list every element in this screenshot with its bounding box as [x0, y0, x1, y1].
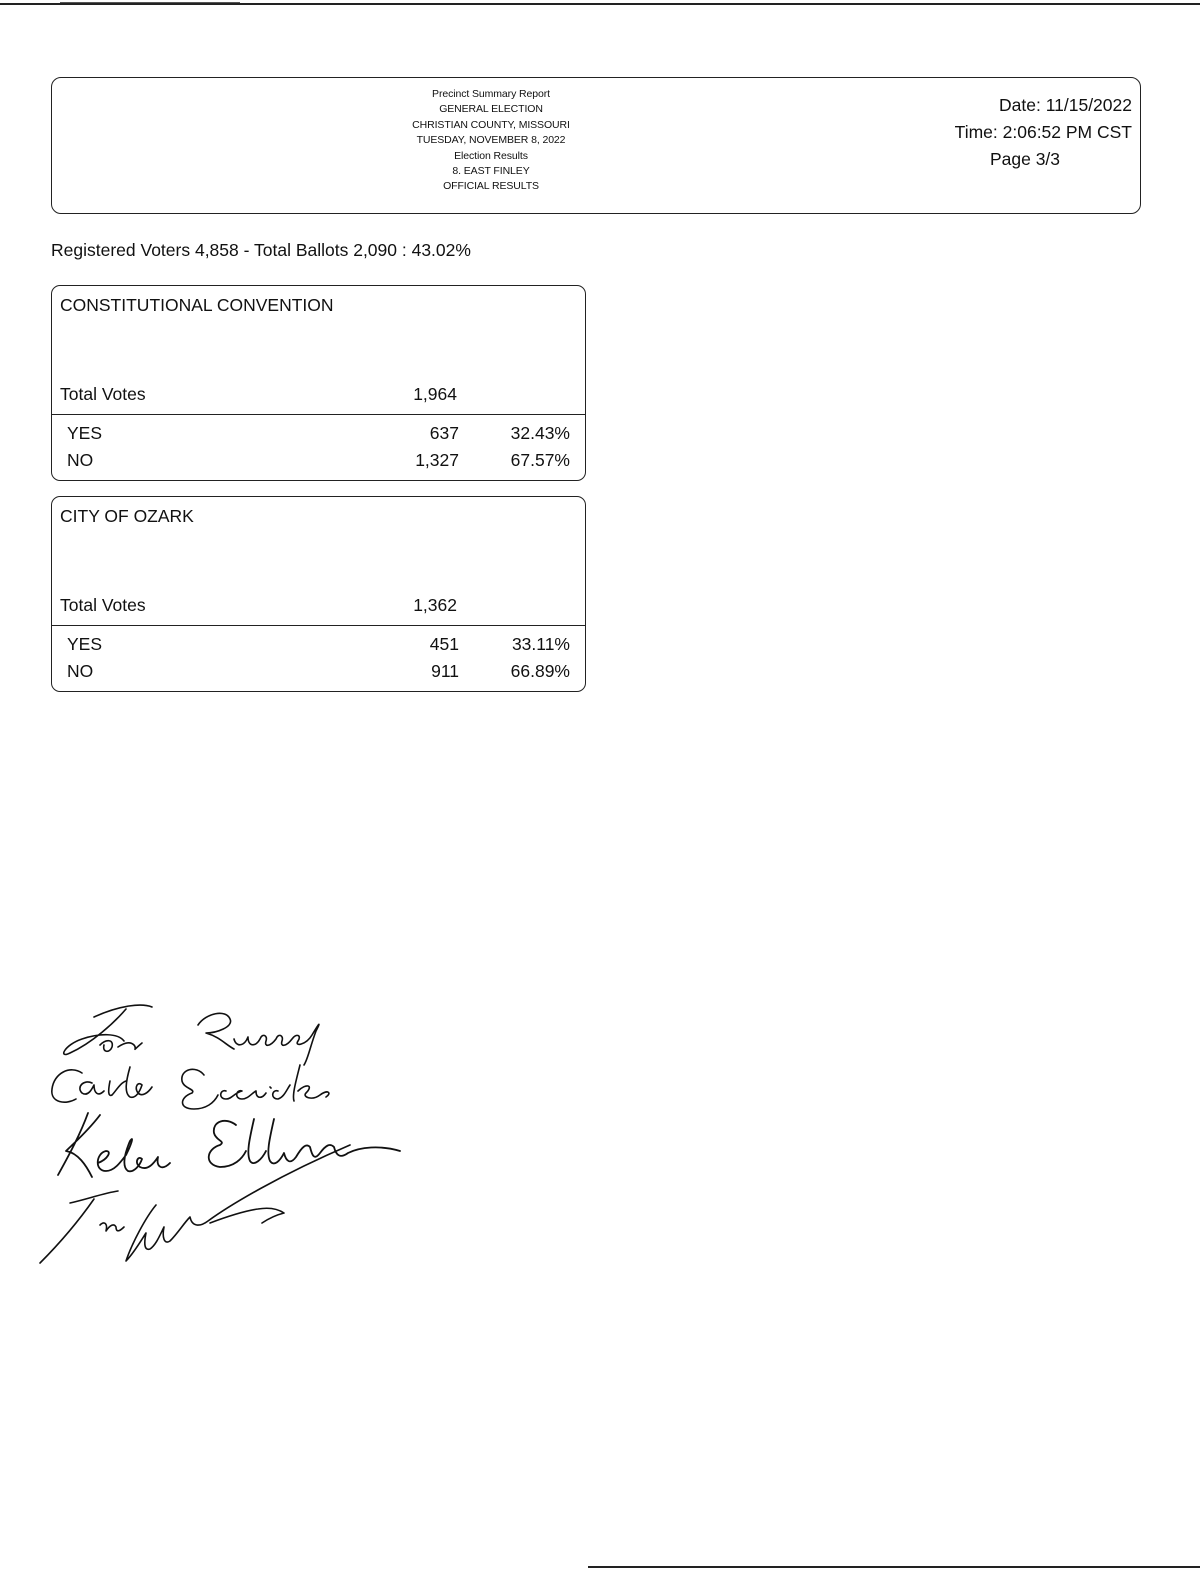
report-header-box	[51, 77, 1141, 214]
choice-percent: 32.43%	[510, 423, 570, 443]
results-label: Election Results	[454, 149, 528, 162]
contest-box-city-of-ozark	[51, 496, 586, 692]
report-meta-block	[912, 92, 1132, 173]
contest-box-constitutional-convention	[51, 285, 586, 481]
total-votes-label: Total Votes	[60, 384, 146, 404]
total-votes-row	[52, 384, 585, 415]
bottom-page-rule	[588, 1566, 1200, 1568]
total-votes-value: 1,964	[413, 384, 457, 404]
cropped-header-fragment	[60, 0, 240, 3]
signature-2	[52, 1065, 329, 1109]
choice-votes: 451	[429, 634, 459, 654]
choice-percent: 67.57%	[510, 450, 570, 470]
contest-title: CITY OF OZARK	[60, 506, 194, 526]
choice-name: NO	[67, 450, 94, 470]
choice-percent: 33.11%	[511, 634, 570, 654]
choice-row-yes	[52, 634, 585, 660]
choice-row-no	[52, 450, 585, 476]
choice-votes: 1,327	[415, 450, 459, 470]
report-title: Precinct Summary Report	[432, 88, 550, 100]
choice-name: YES	[67, 634, 103, 654]
signature-4	[40, 1145, 350, 1263]
choice-name: NO	[67, 661, 94, 681]
choice-name: YES	[67, 423, 103, 443]
choice-row-yes	[52, 423, 585, 449]
page-number: Page 3/3	[989, 149, 1061, 169]
report-time: Time: 2:06:52 PM CST	[954, 122, 1132, 142]
report-title-block	[382, 87, 600, 195]
precinct-name: 8. EAST FINLEY	[452, 165, 530, 178]
jurisdiction: CHRISTIAN COUNTY, MISSOURI	[412, 118, 570, 131]
election-name: GENERAL ELECTION	[439, 103, 543, 116]
top-page-rule	[0, 3, 1200, 5]
choice-row-no	[52, 661, 585, 687]
handwritten-signatures	[30, 995, 420, 1275]
choice-votes: 911	[431, 661, 459, 681]
results-status: OFFICIAL RESULTS	[443, 180, 539, 193]
total-votes-row	[52, 595, 585, 626]
signature-1	[64, 1005, 319, 1065]
election-date: TUESDAY, NOVEMBER 8, 2022	[416, 134, 566, 147]
total-votes-value: 1,362	[413, 595, 457, 615]
contest-title: CONSTITUTIONAL CONVENTION	[60, 295, 334, 315]
choice-votes: 637	[429, 423, 459, 443]
report-date: Date: 11/15/2022	[999, 95, 1132, 115]
registered-voters-summary: Registered Voters 4,858 - Total Ballots 2,090 : 43.02%	[51, 240, 471, 260]
choice-percent: 66.89%	[510, 661, 570, 681]
total-votes-label: Total Votes	[60, 595, 146, 615]
